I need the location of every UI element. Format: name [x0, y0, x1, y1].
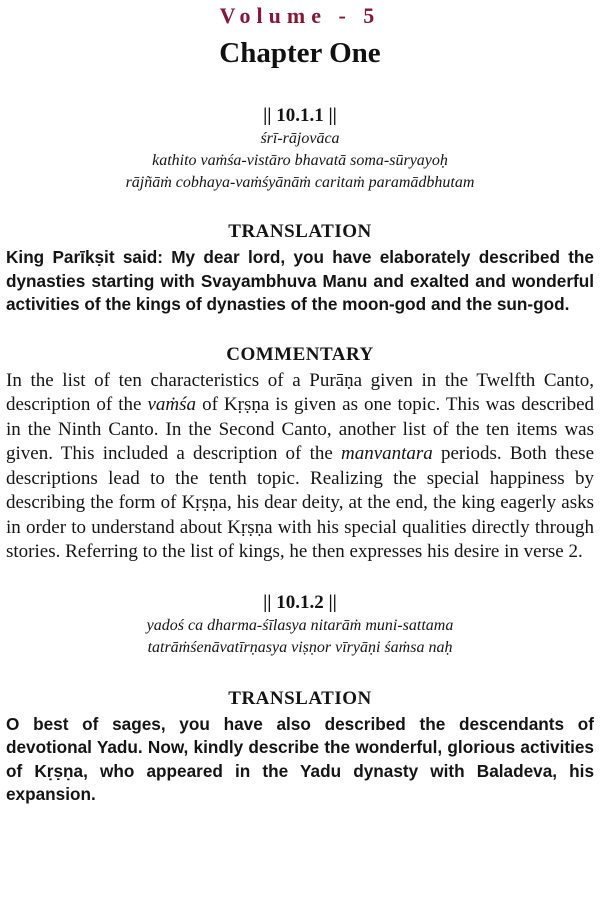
translation-heading: TRANSLATION — [228, 221, 372, 242]
translation-text: O best of sages, you have also described the descendants of devotional Yadu. Now, kindly describe the wonderful, glorious activities of Kṛṣṇa, who appeared in the Yadu dynasty with Baladeva, his expansion. — [6, 713, 594, 804]
verse-block-1 — [6, 104, 594, 194]
chapter-title: Chapter One — [219, 37, 381, 69]
verse-block-2 — [6, 591, 594, 659]
verse-number: || 10.1.2 || — [263, 591, 337, 613]
commentary-heading: COMMENTARY — [226, 343, 374, 365]
commentary-part: periods. Both these descriptions lead to the tenth topic. Realizing the special happiness by describing the form of Kṛṣṇa, his dear deity, at the end, the king eagerly asks in order to understand about Kṛṣṇa with his special qualities directly through stories. Referring to the list of kings, he then expresses his desire in verse 2. — [6, 443, 595, 562]
term-vamsa: vaṁśa — [147, 394, 197, 415]
verse-number: || 10.1.1 || — [263, 105, 337, 126]
commentary-text — [6, 369, 594, 565]
term-manvantara: manvantara — [340, 443, 433, 464]
volume-title: Volume - 5 — [219, 3, 381, 28]
verse-line: yadoś ca dharma-śīlasya nitarāṁ muni-sattama — [146, 616, 454, 634]
translation-text: King Parīkṣit said: My dear lord, you have elaborately described the dynasties starting with Svayambhuva Manu and exalted and wonderful activities of the kings of dynasties of the moon-god and the sun-god. — [6, 247, 594, 314]
translation-heading: TRANSLATION — [228, 687, 372, 709]
commentary-part: of Kṛṣṇa is given as one topic. This was described in the Ninth Canto. In the Second Canto, another list of the ten items was given. This included a description of the — [6, 394, 595, 464]
commentary-part: In the list of ten characteristics of a Purāṇa given in the Twelfth Canto, description of the — [6, 369, 594, 415]
verse-speaker: śrī-rājovāca — [260, 130, 340, 147]
verse-line: tatrāṁśenāvatīrṇasya viṣṇor vīryāṇi śaṁsa naḥ — [147, 638, 453, 656]
verse-line: rājñāṁ cobhaya-vaṁśyānāṁ caritaṁ paramādbhutam — [125, 174, 475, 191]
verse-line: kathito vaṁśa-vistāro bhavatā soma-sūryayoḥ — [152, 152, 448, 169]
